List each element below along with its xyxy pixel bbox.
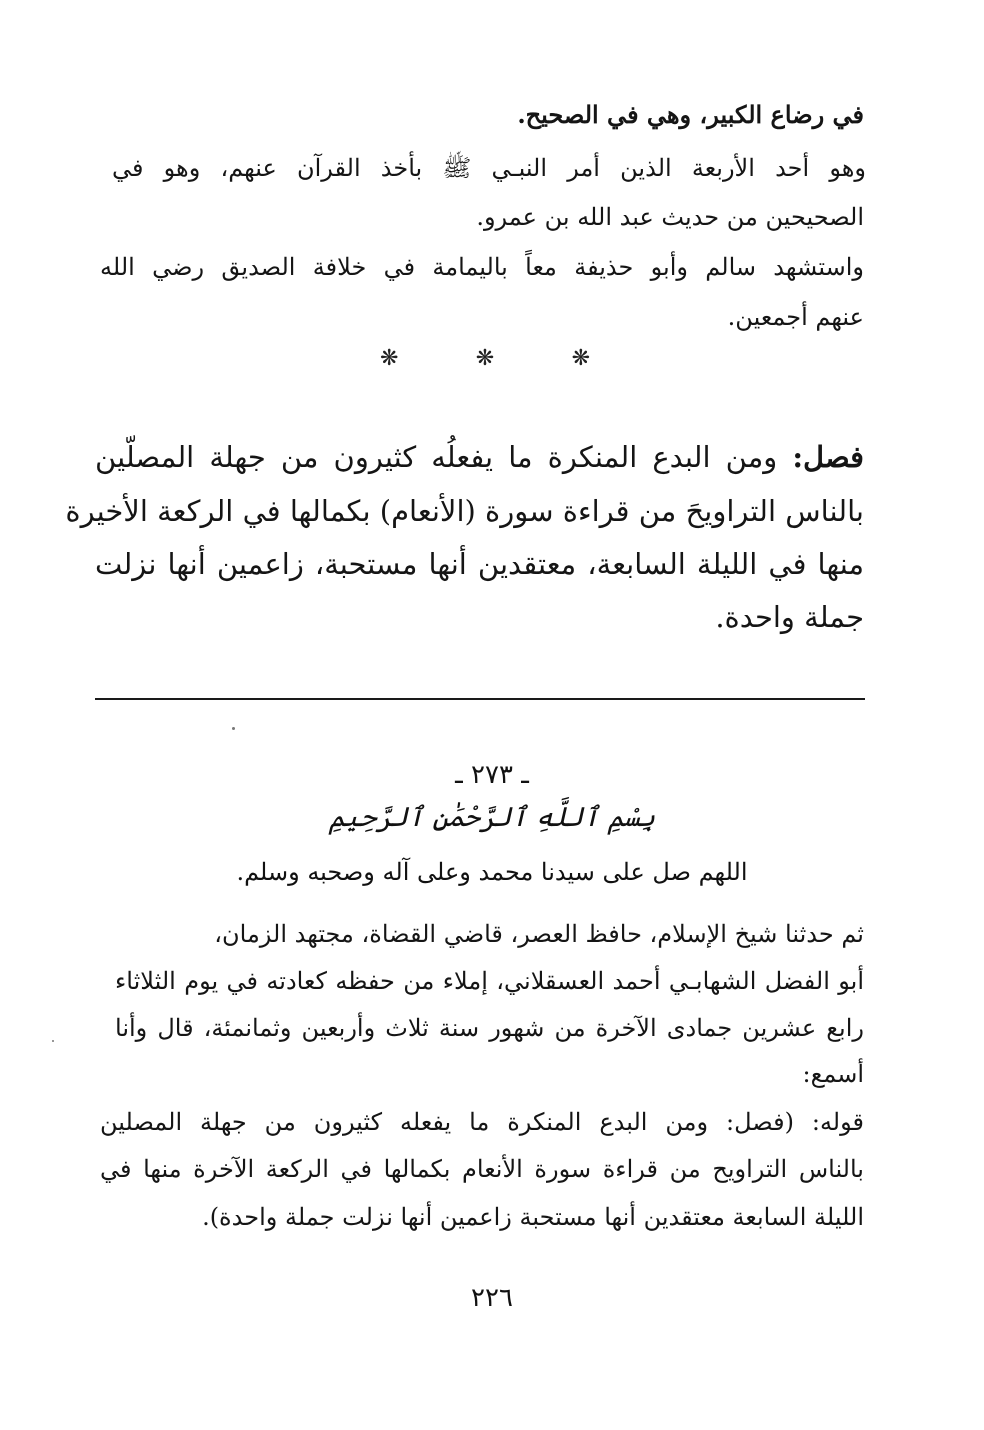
- section-divider: [95, 698, 865, 700]
- top-line-4: واستشهد سالم وأبو حذيفة معاً باليمامة في خلافة الصديق رضي الله: [100, 253, 864, 281]
- intro-line-2: أبو الفضل الشهابـي أحمد العسقلاني، إملاء من حفظه كعادته في يوم الثلاثاء: [115, 967, 864, 995]
- star-icon: ❋: [475, 346, 495, 371]
- fasl-line-1-text: ومن البدع المنكرة ما يفعلُه كثيرون من جهلة المصلّين: [95, 440, 778, 474]
- fasl-line-3: منها في الليلة السابعة، معتقدين أنها مستحبة، زاعمين أنها نزلت: [95, 547, 864, 581]
- top-line-5: عنهم أجمعين.: [727, 303, 864, 331]
- intro-line-1: ثم حدثنا شيخ الإسلام، حافظ العصر، قاضي القضاة، مجتهد الزمان،: [214, 920, 864, 948]
- scan-speck: [232, 727, 235, 730]
- salawat-line: اللهم صل على سيدنا محمد وعلى آله وصحبه وسلم.: [236, 858, 748, 886]
- top-line-3: الصحيحين من حديث عبد الله بن عمرو.: [476, 203, 864, 231]
- fasl-line-2: بالناس التراويحَ من قراءة سورة (الأنعام) بكمالها في الركعة الأخيرة: [65, 494, 864, 528]
- top-line-1: في رضاع الكبير، وهي في الصحيح.: [517, 100, 864, 129]
- top-line-2: وهو أحد الأربعة الذين أمر النبـي ﷺ بأخذ القرآن عنهم، وهو في: [112, 154, 866, 182]
- intro-line-3: رابع عشرين جمادى الآخرة من شهور سنة ثلاث وأربعين وثمانمئة، قال وأنا: [115, 1014, 864, 1042]
- fasl-line-1: [95, 440, 864, 474]
- hadith-number: ـ ٢٧٣ ـ: [455, 760, 529, 790]
- quote-line-2: بالناس التراويح من قراءة سورة الأنعام بكمالها في الركعة الآخرة منها في: [100, 1155, 864, 1183]
- quote-line-3: الليلة السابعة معتقدين أنها مستحبة زاعمين أنها نزلت جملة واحدة).: [202, 1203, 864, 1231]
- scan-speck: [52, 1040, 54, 1042]
- page-number: ٢٢٦: [471, 1283, 513, 1313]
- star-icon: ❋: [571, 346, 590, 371]
- quote-line-1: قوله: (فصل: ومن البدع المنكرة ما يفعله كثيرون من جهلة المصلين: [100, 1108, 864, 1136]
- intro-line-4: أسمع:: [802, 1060, 864, 1088]
- basmala: بِسْمِ ٱللَّهِ ٱلرَّحْمَٰنِ ٱلرَّحِيمِ: [328, 802, 656, 833]
- star-separator: [380, 346, 590, 371]
- fasl-line-4: جملة واحدة.: [715, 600, 864, 634]
- fasl-label: فصل:: [792, 440, 865, 474]
- star-icon: ❋: [380, 346, 399, 371]
